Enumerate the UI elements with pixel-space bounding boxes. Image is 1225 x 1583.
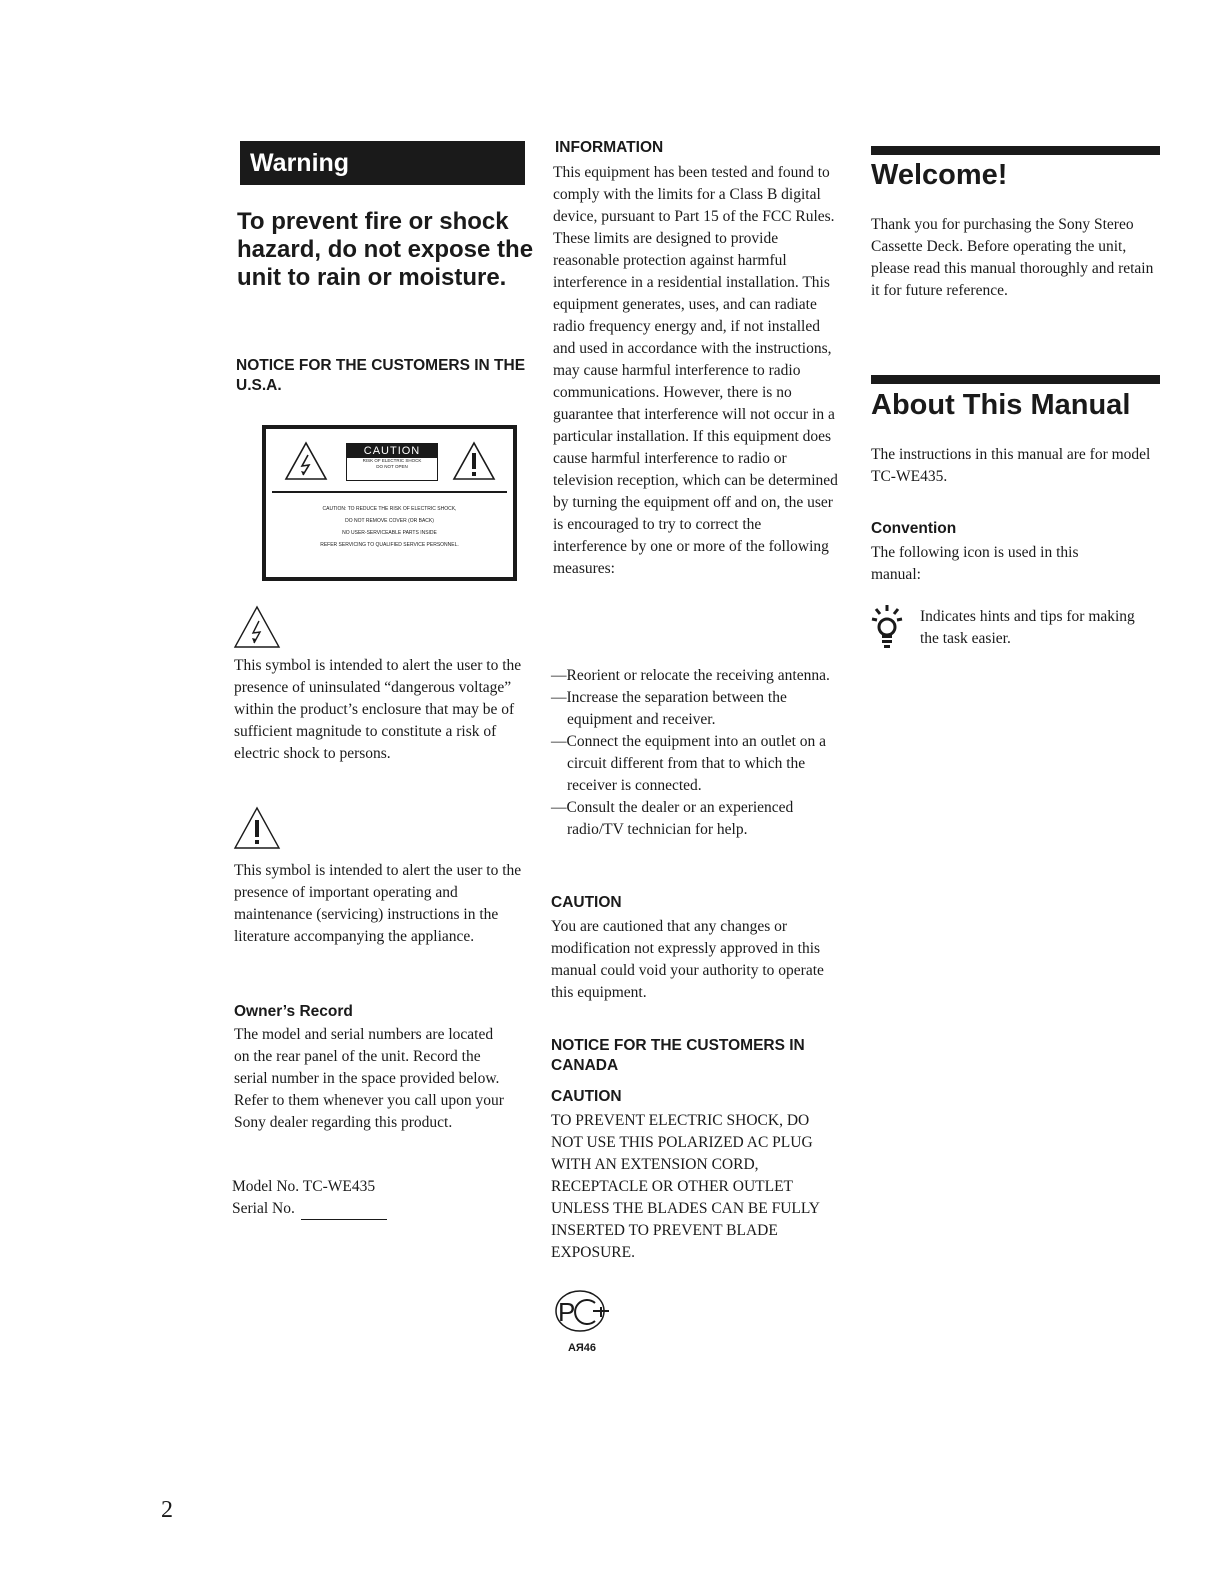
serial-number-label: Serial No. — [232, 1200, 295, 1217]
information-text: This equipment has been tested and found to comply with the limits for a Class B digital device, pursuant to Part 15 of the FCC Rules. These limits are designed to provide reasonable protection against harmful interference in a residential installation. This equipment generates, uses, and can radiate radio frequency energy and, if not installed and used in accordance with the instructions, may cause harmful interference to radio communications. However, there is no guarantee that interference will not occur in a particular installation. If this equipment does cause harmful interference to radio or television reception, which can be determined by turning the equipment off and on, the user is encouraged to try to correct the interference by one or more of the following measures: — [553, 164, 838, 577]
caution-fine-line1: CAUTION: TO REDUCE THE RISK OF ELECTRIC SHOCK, — [322, 506, 457, 512]
interference-measures-list — [551, 665, 841, 841]
list-item: —Connect the equipment into an outlet on a circuit different from that to which the receiver is connected. — [551, 733, 827, 794]
list-item: —Increase the separation between the equipment and receiver. — [551, 689, 787, 728]
caution-label-divider — [272, 491, 507, 493]
caution-plate-line1: RISK OF ELECTRIC SHOCK — [362, 458, 422, 463]
serial-number-row — [232, 1198, 507, 1220]
about-title: About This Manual — [871, 389, 1131, 421]
exclamation-symbol-description: This symbol is intended to alert the user to the presence of important operating and maintenance (servicing) instructions in the literature accompanying the appliance. — [234, 862, 522, 945]
serial-number-blank — [301, 1205, 387, 1220]
owners-record-heading: Owner’s Record — [234, 1003, 353, 1020]
lightning-warning-icon — [284, 441, 328, 481]
caution-plate-line2: DO NOT OPEN — [376, 464, 408, 469]
gost-certification-icon — [549, 1285, 615, 1335]
gost-code: АЯ46 — [567, 1342, 597, 1354]
owners-record-text: The model and serial numbers are located on the rear panel of the unit. Record the serial number in the space provided below. Refer to them whenever you call upon your Sony dealer regarding this product. — [234, 1026, 504, 1131]
gost-certification — [549, 1285, 615, 1354]
caution-canada-text: TO PREVENT ELECTRIC SHOCK, DO NOT USE THIS POLARIZED AC PLUG WITH AN EXTENSION CORD, RECEPTACLE OR OTHER OUTLET UNLESS THE BLADES CAN BE FULLY INSERTED TO PREVENT BLADE EXPOSURE. — [551, 1112, 820, 1261]
caution-fine-line4: REFER SERVICING TO QUALIFIED SERVICE PERSONNEL. — [320, 542, 459, 548]
list-item: —Reorient or relocate the receiving antenna. — [551, 667, 830, 684]
about-rule — [871, 375, 1160, 384]
notice-canada-heading: NOTICE FOR THE CUSTOMERS IN CANADA — [551, 1037, 805, 1074]
caution-fine-line2: DO NOT REMOVE COVER (OR BACK) — [345, 518, 434, 524]
caution-plate — [346, 443, 438, 481]
caution-plate-title: CAUTION — [347, 444, 437, 458]
convention-heading: Convention — [871, 520, 957, 537]
caution-text: You are cautioned that any changes or modification not expressly approved in this manual could void your authority to operate this equipment. — [551, 918, 824, 1001]
information-heading: INFORMATION — [555, 139, 664, 156]
welcome-title: Welcome! — [871, 159, 1008, 191]
caution-canada-heading: CAUTION — [551, 1088, 622, 1105]
warning-banner: Warning — [240, 141, 525, 185]
exclamation-warning-icon — [233, 806, 281, 850]
lightning-symbol-description: This symbol is intended to alert the user to the presence of uninsulated “dangerous voltage” within the product’s enclosure that may be of sufficient magnitude to constitute a risk of electric shock to persons. — [234, 657, 522, 762]
welcome-rule — [871, 146, 1160, 155]
list-item: —Consult the dealer or an experienced radio/TV technician for help. — [551, 799, 794, 838]
convention-text: The following icon is used in this manual: — [871, 544, 1079, 583]
page-number: 2 — [161, 1497, 173, 1523]
caution-fine-line3: NO USER-SERVICEABLE PARTS INSIDE — [342, 530, 437, 536]
caution-fine-print — [276, 503, 503, 551]
lightning-warning-icon — [233, 605, 281, 649]
exclamation-warning-icon — [452, 441, 496, 481]
lightbulb-tip-icon — [871, 603, 911, 653]
about-text: The instructions in this manual are for model TC-WE435. — [871, 446, 1151, 485]
caution-heading: CAUTION — [551, 894, 622, 911]
svg-text:P: P — [558, 1297, 576, 1327]
notice-usa-heading: NOTICE FOR THE CUSTOMERS IN THE U.S.A. — [236, 357, 526, 394]
welcome-text: Thank you for purchasing the Sony Stereo Cassette Deck. Before operating the unit, please read this manual thoroughly and retain it for future reference. — [871, 216, 1154, 299]
caution-label — [262, 425, 517, 581]
tip-icon-description: Indicates hints and tips for making the task easier. — [920, 608, 1135, 647]
model-number: Model No. TC-WE435 — [232, 1178, 376, 1195]
fire-shock-warning: To prevent fire or shock hazard, do not expose the unit to rain or moisture. — [237, 208, 534, 291]
